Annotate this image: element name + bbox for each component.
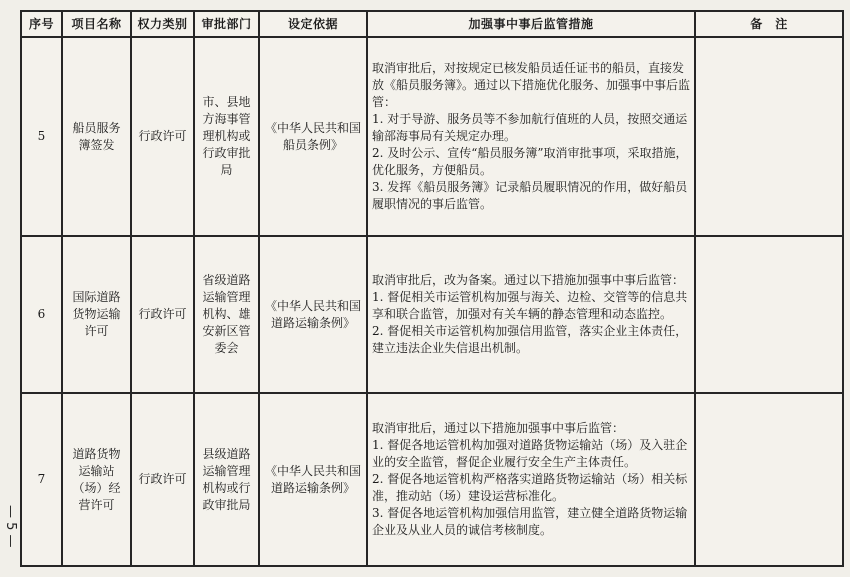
cell-seq: 5 bbox=[21, 37, 62, 236]
cell-power-type: 行政许可 bbox=[131, 37, 194, 236]
cell-measures bbox=[367, 393, 695, 566]
measure-line: 3. 发挥《船员服务簿》记录船员履职情况的作用，做好船员履职情况的事后监管。 bbox=[372, 180, 688, 211]
header-power-type: 权力类别 bbox=[131, 11, 194, 37]
cell-measures bbox=[367, 37, 695, 236]
header-row bbox=[21, 11, 843, 37]
cell-power-type: 行政许可 bbox=[131, 236, 194, 393]
cell-dept: 省级道路运输管理机构、雄安新区管委会 bbox=[194, 236, 259, 393]
measure-line: 1. 对于导游、服务员等不参加航行值班的人员，按照交通运输部海事局有关规定办理。 bbox=[372, 112, 688, 143]
header-measures: 加强事中事后监管措施 bbox=[367, 11, 695, 37]
measure-line: 2. 督促各地运管机构严格落实道路货物运输站（场）相关标准，推动站（场）建设运营标准化。 bbox=[372, 472, 688, 503]
measure-line: 取消审批后，对按规定已核发船员适任证书的船员，直接发放《船员服务簿》。通过以下措施优化服务、加强事中事后监管： bbox=[372, 61, 691, 109]
cell-dept: 市、县地方海事管理机构或行政审批局 bbox=[194, 37, 259, 236]
cell-basis: 《中华人民共和国道路运输条例》 bbox=[259, 393, 367, 566]
cell-name: 道路货物运输站（场）经营许可 bbox=[62, 393, 131, 566]
measure-line: 1. 督促各地运管机构加强对道路货物运输站（场）及入驻企业的安全监管，督促企业履行安全生产主体责任。 bbox=[372, 438, 688, 469]
measure-line: 3. 督促各地运管机构加强信用监管，建立健全道路货物运输企业及从业人员的诚信考核制度。 bbox=[372, 506, 688, 537]
table-row bbox=[21, 236, 843, 393]
cell-basis: 《中华人民共和国道路运输条例》 bbox=[259, 236, 367, 393]
cell-name: 国际道路货物运输许可 bbox=[62, 236, 131, 393]
cell-remarks bbox=[695, 236, 843, 393]
cell-dept: 县级道路运输管理机构或行政审批局 bbox=[194, 393, 259, 566]
header-seq: 序号 bbox=[21, 11, 62, 37]
cell-seq: 6 bbox=[21, 236, 62, 393]
table-row bbox=[21, 37, 843, 236]
measure-line: 2. 督促相关市运管机构加强信用监管，落实企业主体责任，建立违法企业失信退出机制。 bbox=[372, 324, 688, 355]
cell-basis: 《中华人民共和国船员条例》 bbox=[259, 37, 367, 236]
cell-measures bbox=[367, 236, 695, 393]
table-row bbox=[21, 393, 843, 566]
cell-remarks bbox=[695, 37, 843, 236]
cell-name: 船员服务簿签发 bbox=[62, 37, 131, 236]
measure-line: 取消审批后，通过以下措施加强事中事后监管： bbox=[372, 421, 625, 435]
header-basis: 设定依据 bbox=[259, 11, 367, 37]
cell-power-type: 行政许可 bbox=[131, 393, 194, 566]
measure-line: 取消审批后，改为备案。通过以下措施加强事中事后监管： bbox=[372, 273, 685, 287]
cell-seq: 7 bbox=[21, 393, 62, 566]
regulatory-table bbox=[20, 10, 844, 567]
header-dept: 审批部门 bbox=[194, 11, 259, 37]
page-number: — 5 — bbox=[3, 504, 18, 548]
cell-remarks bbox=[695, 393, 843, 566]
header-remarks: 备 注 bbox=[695, 11, 843, 37]
measure-line: 1. 督促相关市运管机构加强与海关、边检、交管等的信息共享和联合监管，加强对有关车辆的静态管理和动态监控。 bbox=[372, 290, 688, 321]
measure-line: 2. 及时公示、宣传“船员服务簿”取消审批事项，采取措施，优化服务，方便船员。 bbox=[372, 146, 688, 177]
header-name: 项目名称 bbox=[62, 11, 131, 37]
